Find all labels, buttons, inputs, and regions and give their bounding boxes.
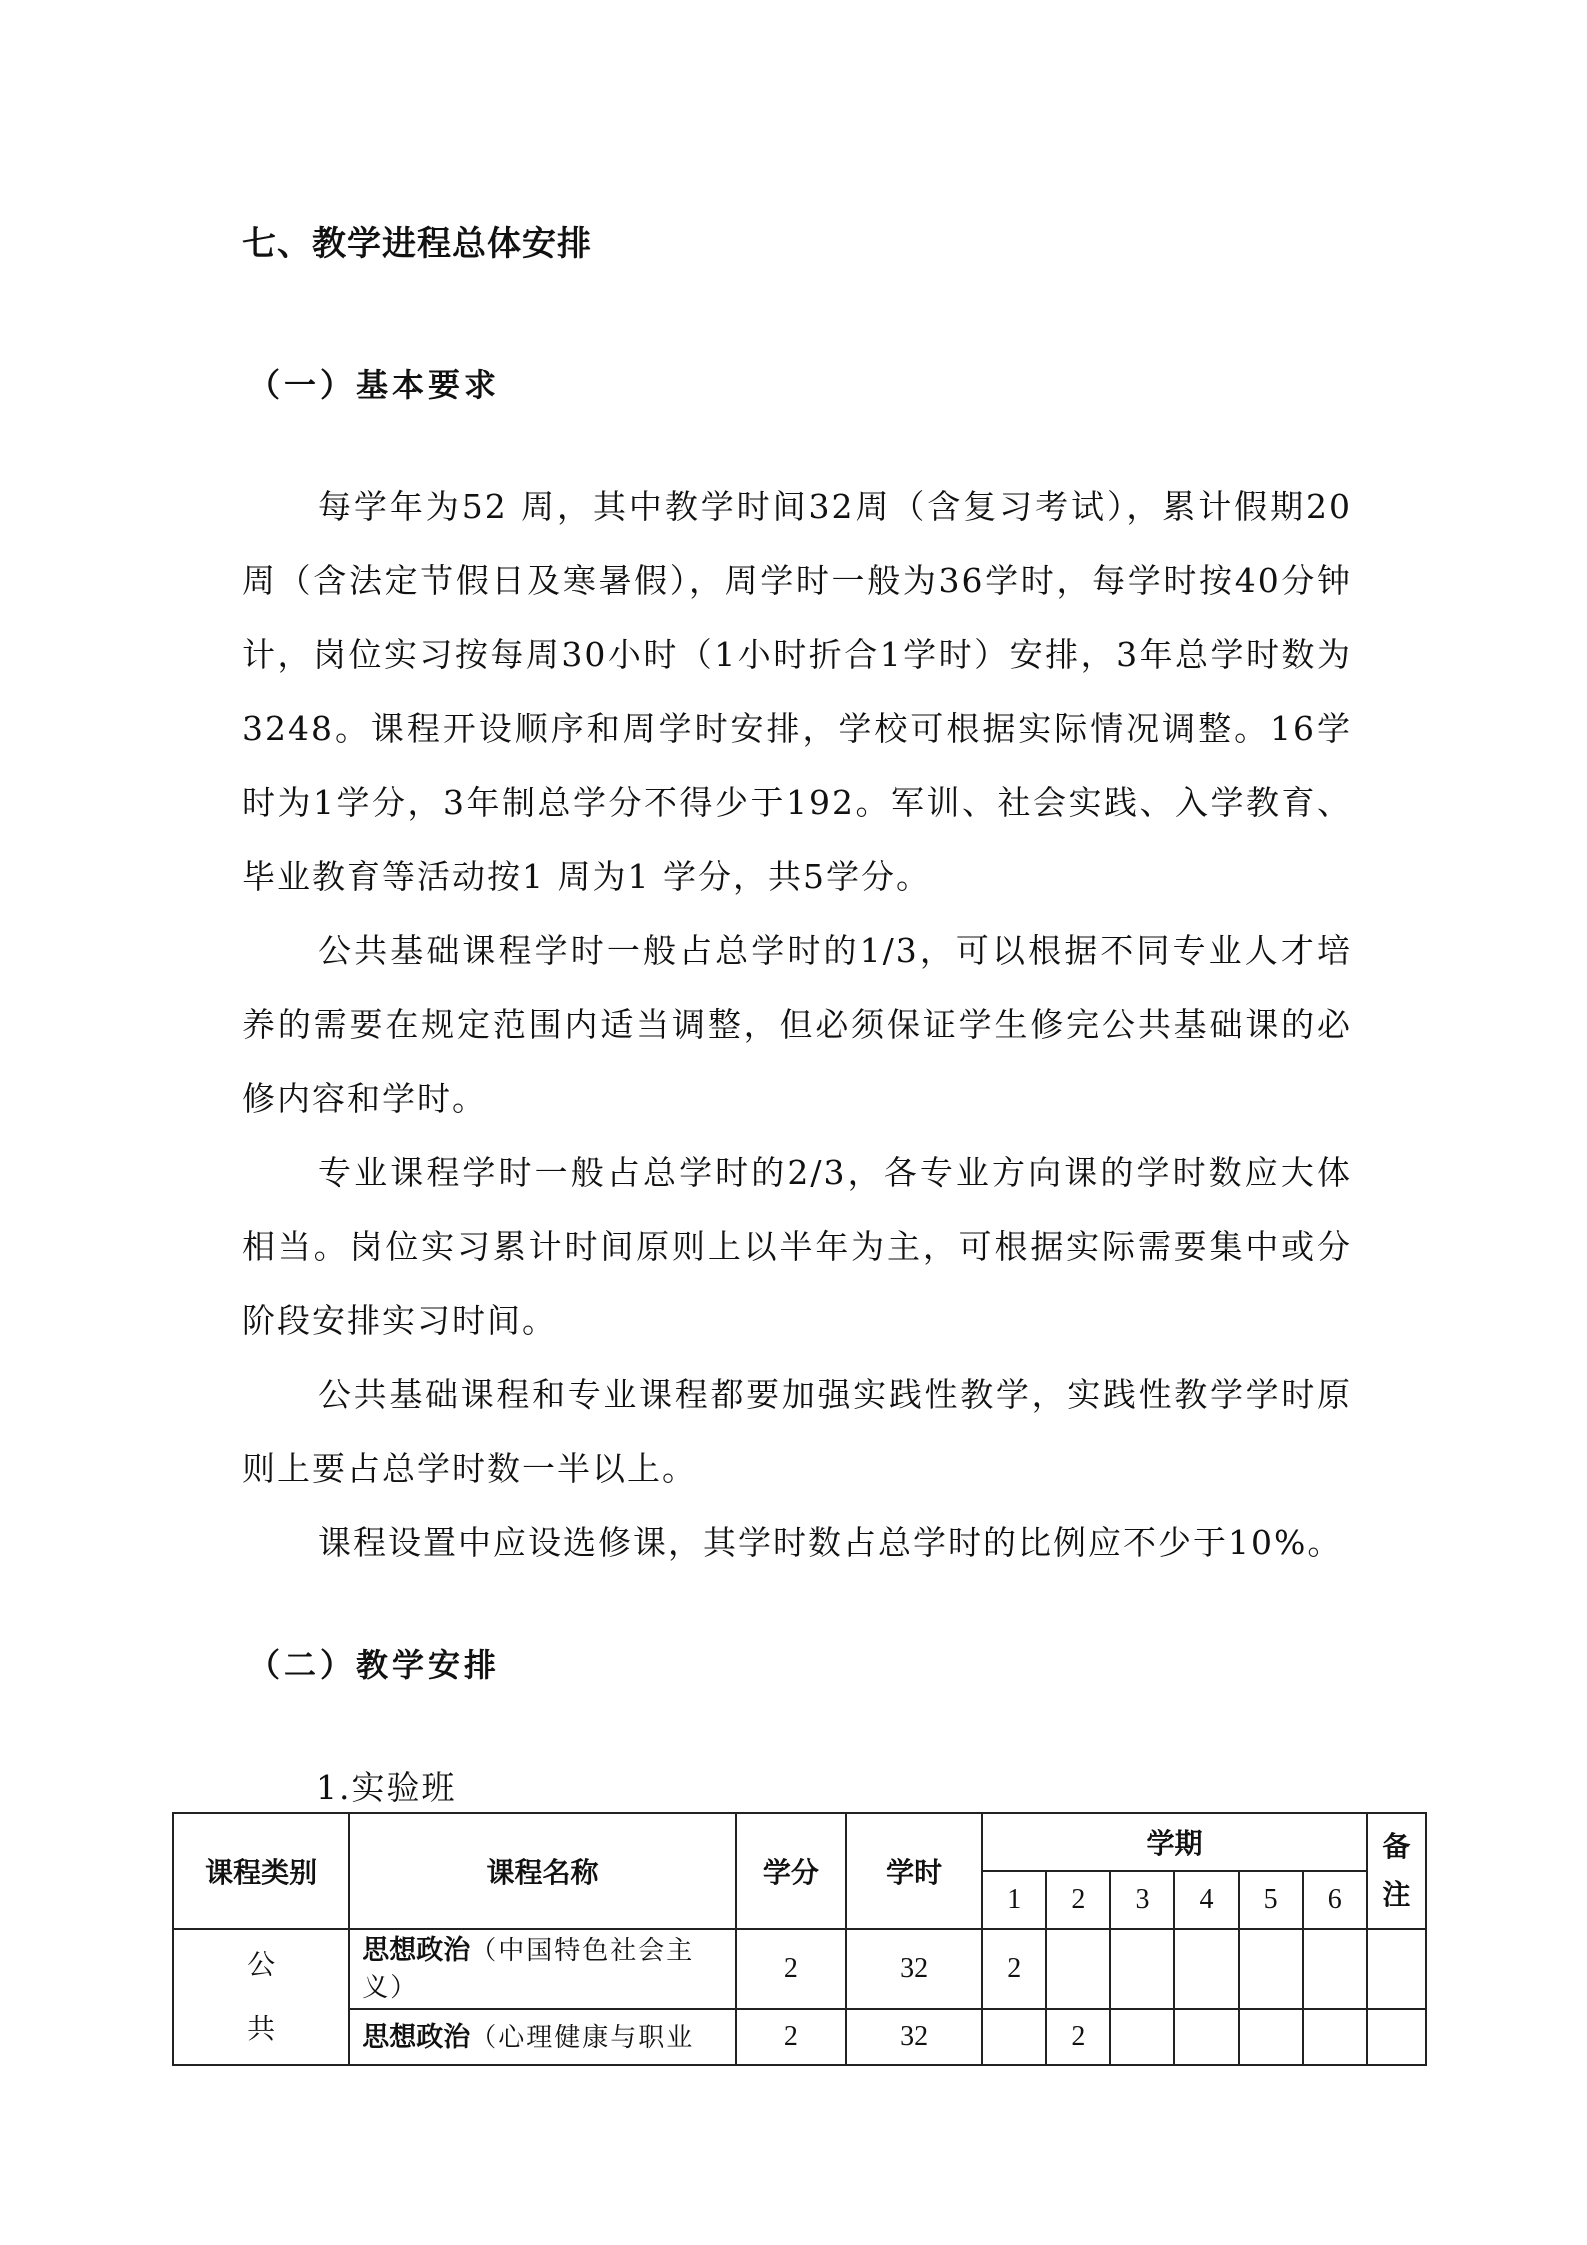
paragraph-2: 公共基础课程学时一般占总学时的1/3，可以根据不同专业人才培养的需要在规定范围内适当调整，但必须保证学生修完公共基础课的必修内容和学时。 <box>242 931 1352 1118</box>
header-term-2: 2 <box>1046 1871 1110 1929</box>
table-header-row <box>173 1813 1426 1871</box>
table-caption: 1.实验班 <box>316 1768 457 1807</box>
term-cell-5 <box>1239 1929 1303 2009</box>
course-name-sub: （中国特色社会主义） <box>362 1936 695 2003</box>
header-remark-text: 备注 <box>1382 1830 1411 1911</box>
course-name-main: 思想政治 <box>362 2021 471 2053</box>
term-cell-2 <box>1046 1929 1110 2009</box>
subsection-title-basic-requirements: （一）基本要求 <box>248 366 501 404</box>
paragraph-5: 课程设置中应设选修课，其学时数占总学时的比例应不少于10%。 <box>318 1523 1343 1562</box>
header-remark <box>1367 1813 1426 1929</box>
course-table <box>172 1812 1427 2066</box>
credit-cell: 2 <box>736 1929 846 2009</box>
term-cell-5 <box>1239 2009 1303 2065</box>
term-cell-4 <box>1174 2009 1238 2065</box>
hours-cell: 32 <box>846 2009 982 2065</box>
table-row <box>173 1929 1426 2009</box>
header-term-3: 3 <box>1110 1871 1174 1929</box>
term-cell-1 <box>982 2009 1046 2065</box>
remark-cell <box>1367 1929 1426 2009</box>
table-row <box>173 2009 1426 2065</box>
header-hours: 学时 <box>846 1813 982 1929</box>
term-cell-3 <box>1110 2009 1174 2065</box>
term-cell-2: 2 <box>1046 2009 1110 2065</box>
term-cell-6 <box>1303 1929 1367 2009</box>
header-term-4: 4 <box>1174 1871 1238 1929</box>
section-title: 七、教学进程总体安排 <box>242 224 592 264</box>
hours-cell: 32 <box>846 1929 982 2009</box>
category-label: 公共 <box>247 1948 276 2045</box>
term-cell-6 <box>1303 2009 1367 2065</box>
subsection-title-teaching-arrangement: （二）教学安排 <box>248 1646 501 1684</box>
category-cell <box>173 1929 349 2065</box>
term-cell-1: 2 <box>982 1929 1046 2009</box>
course-name-cell <box>349 1929 736 2009</box>
header-term-6: 6 <box>1303 1871 1367 1929</box>
header-course-name: 课程名称 <box>349 1813 736 1929</box>
header-credit: 学分 <box>736 1813 846 1929</box>
remark-cell <box>1367 2009 1426 2065</box>
course-name-cell <box>349 2009 736 2065</box>
header-category: 课程类别 <box>173 1813 349 1929</box>
term-cell-4 <box>1174 1929 1238 2009</box>
header-term: 学期 <box>982 1813 1367 1871</box>
credit-cell: 2 <box>736 2009 846 2065</box>
paragraph-1: 每学年为52 周，其中教学时间32周（含复习考试），累计假期20周（含法定节假日及寒暑假），周学时一般为36学时，每学时按40分钟计，岗位实习按每周30小时（1小时折合1学时）安排，3年总学时数为3248。课程开设顺序和周学时安排，学校可根据实际情况调整。16学时为1学分，3年制总学分不得少于192。军训、社会实践、入学教育、毕业教育等活动按1 周为1 学分，共5学分。 <box>242 487 1352 896</box>
course-name-sub: （心理健康与职业 <box>470 2022 695 2053</box>
header-term-1: 1 <box>982 1871 1046 1929</box>
paragraph-4: 公共基础课程和专业课程都要加强实践性教学，实践性教学学时原则上要占总学时数一半以上。 <box>242 1375 1352 1488</box>
course-name-main: 思想政治 <box>362 1935 471 1966</box>
header-term-5: 5 <box>1239 1871 1303 1929</box>
term-cell-3 <box>1110 1929 1174 2009</box>
paragraph-3: 专业课程学时一般占总学时的2/3，各专业方向课的学时数应大体相当。岗位实习累计时间原则上以半年为主，可根据实际需要集中或分阶段安排实习时间。 <box>242 1153 1352 1340</box>
